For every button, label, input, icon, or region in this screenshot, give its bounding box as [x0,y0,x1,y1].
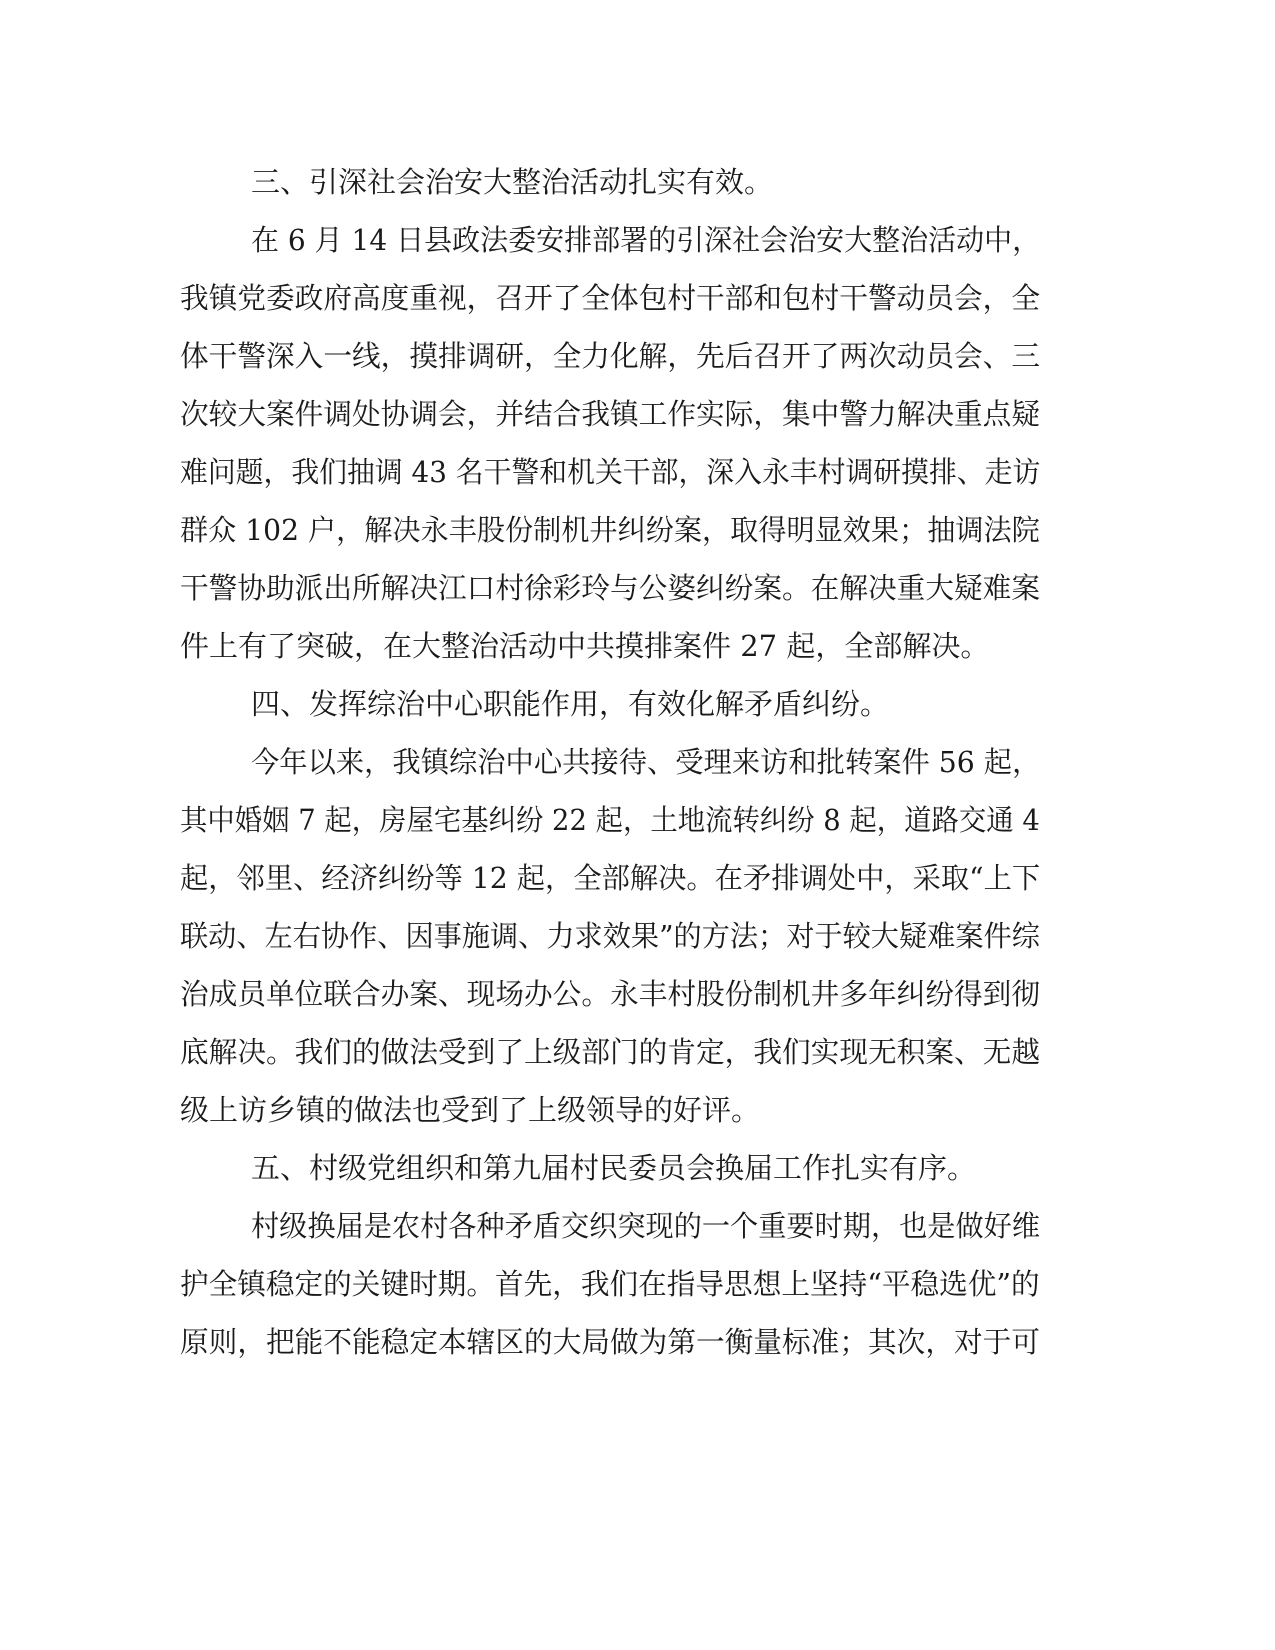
paragraph-line: 其中婚姻 7 起，房屋宅基纠纷 22 起，土地流转纠纷 8 起，道路交通 4 [180,803,1040,837]
paragraph-line: 底解决。我们的做法受到了上级部门的肯定，我们实现无积案、无越 [180,1035,1041,1069]
paragraph-line: 在 6 月 14 日县政法委安排部署的引深社会治安大整治活动中， [251,223,1041,257]
paragraph-line: 级上访乡镇的做法也受到了上级领导的好评。 [180,1093,761,1127]
paragraph-line: 我镇党委政府高度重视，召开了全体包村干部和包村干警动员会，全 [180,281,1041,315]
section-heading-3: 三、引深社会治安大整治活动扎实有效。 [251,165,774,199]
paragraph-line: 起，邻里、经济纠纷等 12 起，全部解决。在矛排调处中，采取“上下 [180,861,1041,895]
section-heading-4: 四、发挥综治中心职能作用，有效化解矛盾纠纷。 [251,687,890,721]
paragraph-line: 村级换届是农村各种矛盾交织突现的一个重要时期，也是做好维 [251,1209,1041,1243]
paragraph-line: 联动、左右协作、因事施调、力求效果”的方法；对于较大疑难案件综 [180,919,1040,953]
paragraph-line: 原则，把能不能稳定本辖区的大局做为第一衡量标准；其次，对于可 [180,1325,1041,1359]
paragraph-line: 难问题，我们抽调 43 名干警和机关干部，深入永丰村调研摸排、走访 [180,455,1041,489]
paragraph-line: 护全镇稳定的关键时期。首先，我们在指导思想上坚持“平稳选优”的 [180,1267,1040,1301]
paragraph-line: 体干警深入一线，摸排调研，全力化解，先后召开了两次动员会、三 [180,339,1041,373]
paragraph-line: 次较大案件调处协调会，并结合我镇工作实际，集中警力解决重点疑 [180,397,1041,431]
paragraph-line: 治成员单位联合办案、现场办公。永丰村股份制机井多年纠纷得到彻 [180,977,1041,1011]
paragraph-line: 今年以来，我镇综治中心共接待、受理来访和批转案件 56 起， [251,745,1041,779]
paragraph-line: 件上有了突破，在大整治活动中共摸排案件 27 起，全部解决。 [180,629,990,663]
paragraph-line: 群众 102 户，解决永丰股份制机井纠纷案，取得明显效果；抽调法院 [180,513,1040,547]
section-heading-5: 五、村级党组织和第九届村民委员会换届工作扎实有序。 [251,1151,977,1185]
paragraph-line: 干警协助派出所解决江口村徐彩玲与公婆纠纷案。在解决重大疑难案 [180,571,1041,605]
